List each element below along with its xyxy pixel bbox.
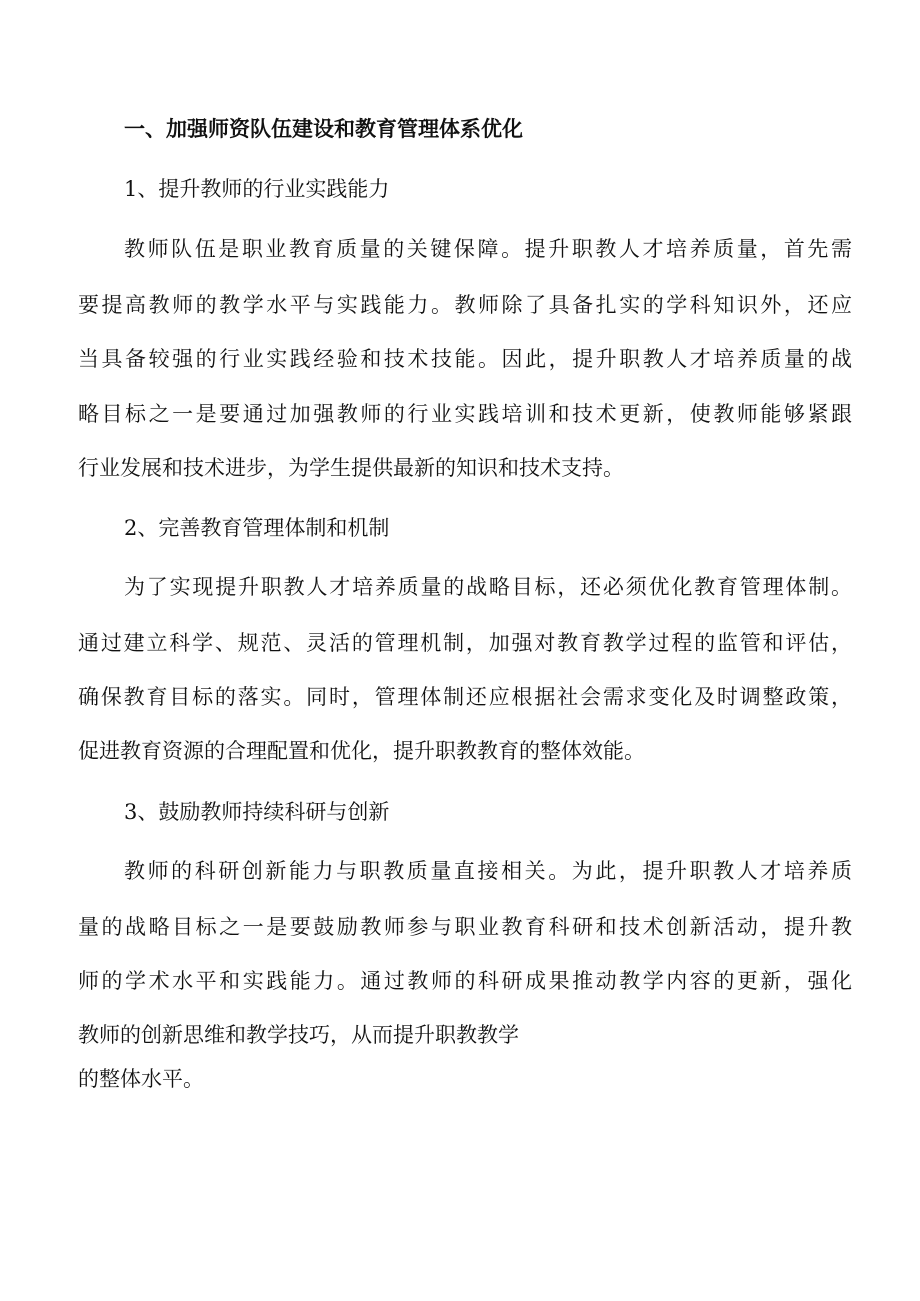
paragraph-1-line-5: 行业发展和技术进步，为学生提供最新的知识和技术支持。 [78, 456, 624, 480]
paragraph-1-line-4: 略目标之一是要通过加强教师的行业实践培训和技术更新，使教师能够紧跟 [78, 402, 852, 426]
paragraph-2-line-2: 通过建立科学、规范、灵活的管理机制，加强对教育教学过程的监管和评估， [78, 631, 852, 655]
paragraph-3-line-5: 的整体水平。 [78, 1067, 204, 1091]
paragraph-3-line-3: 师的学术水平和实践能力。通过教师的科研成果推动教学内容的更新，强化 [78, 969, 852, 993]
subsection-heading-3: 3、鼓励教师持续科研与创新 [124, 800, 390, 824]
paragraph-3-line-2: 量的战略目标之一是要鼓励教师参与职业教育科研和技术创新活动，提升教 [78, 915, 852, 939]
subsection-heading-2: 2、完善教育管理体制和机制 [124, 516, 390, 540]
paragraph-3-line-1: 教师的科研创新能力与职教质量直接相关。为此，提升职教人才培养质 [124, 859, 852, 883]
paragraph-2-line-4: 促进教育资源的合理配置和优化，提升职教教育的整体效能。 [78, 739, 645, 763]
paragraph-1-line-2: 要提高教师的教学水平与实践能力。教师除了具备扎实的学科知识外，还应 [78, 293, 852, 317]
paragraph-2-line-1: 为了实现提升职教人才培养质量的战略目标，还必须优化教育管理体制。 [124, 575, 852, 599]
paragraph-3-line-4: 教师的创新思维和教学技巧，从而提升职教教学 [78, 1023, 519, 1047]
subsection-heading-1: 1、提升教师的行业实践能力 [124, 177, 390, 201]
paragraph-1-line-3: 当具备较强的行业实践经验和技术技能。因此，提升职教人才培养质量的战 [78, 347, 852, 371]
paragraph-2-line-3: 确保教育目标的落实。同时，管理体制还应根据社会需求变化及时调整政策， [78, 685, 852, 709]
paragraph-1-line-1: 教师队伍是职业教育质量的关键保障。提升职教人才培养质量，首先需 [124, 237, 852, 261]
section-title: 一、加强师资队伍建设和教育管理体系优化 [124, 116, 523, 141]
